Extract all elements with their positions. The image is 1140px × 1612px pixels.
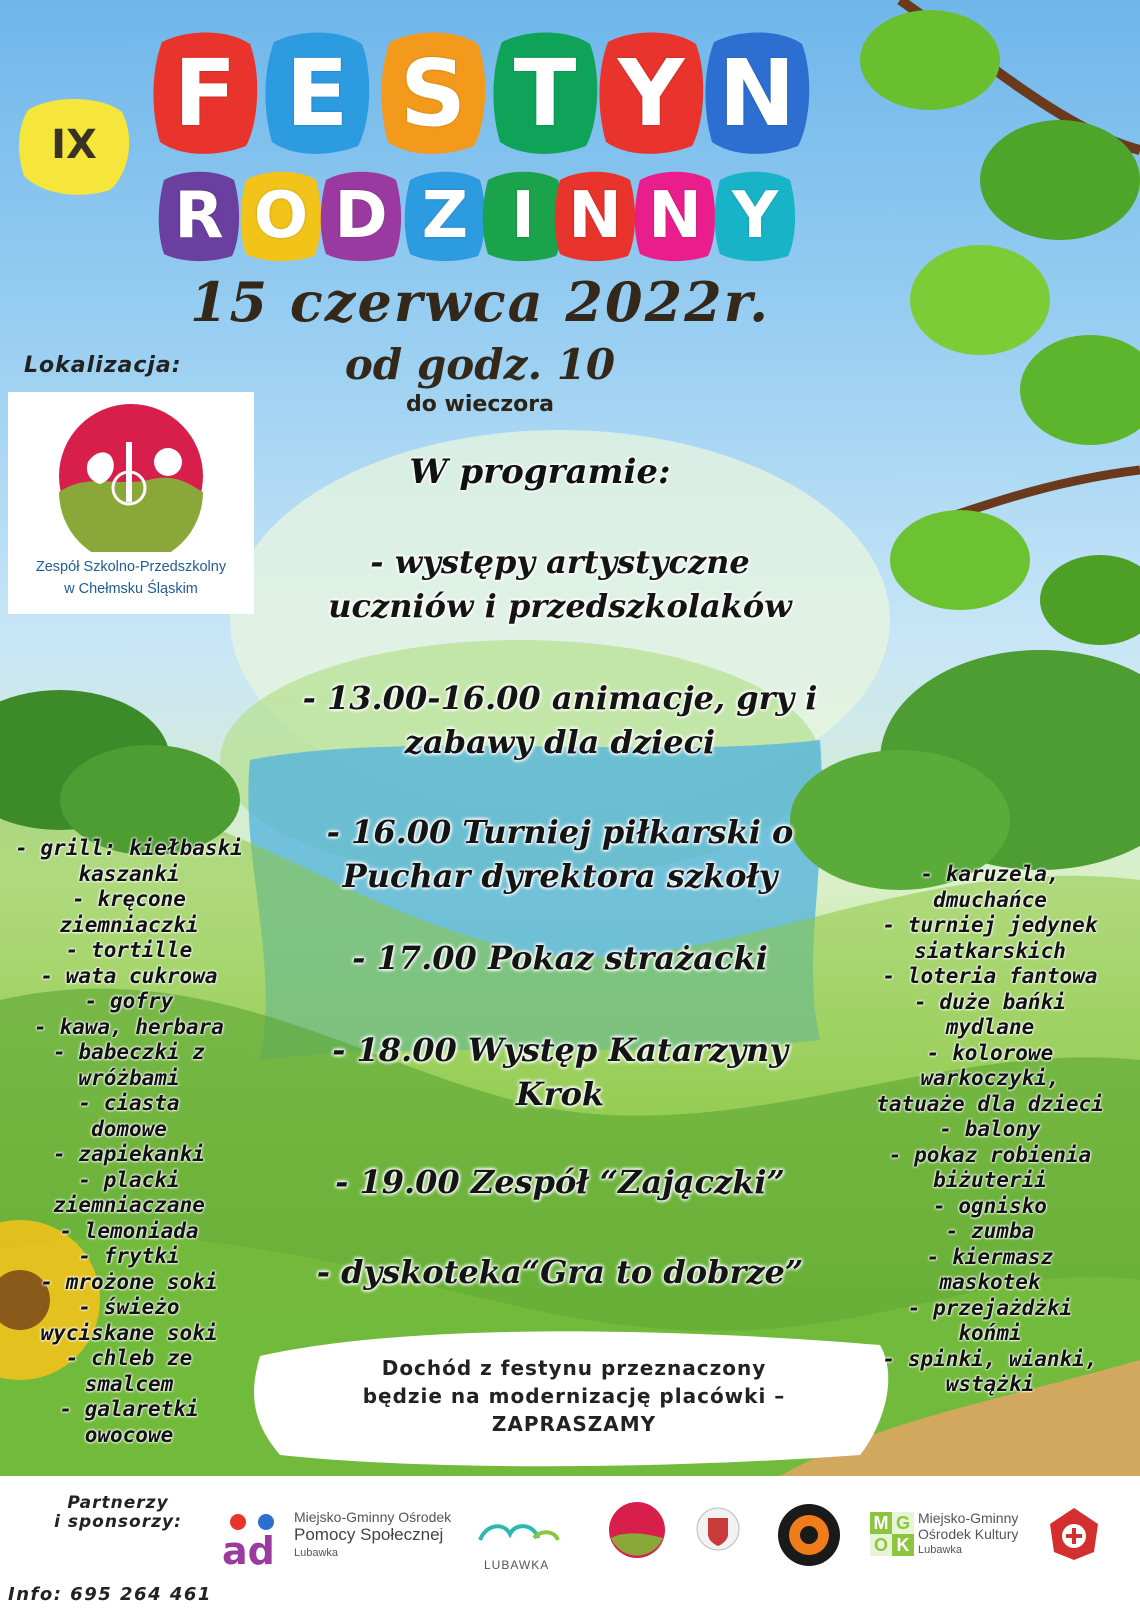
attraction-list-item: - spinki, wianki, (882, 1346, 1098, 1371)
title-letter: O (238, 168, 324, 264)
food-list-item: - mrożone soki (40, 1269, 218, 1294)
food-list-item: - babeczki z (53, 1040, 205, 1064)
attraction-list-item: tatuaże dla dzieci (876, 1091, 1104, 1116)
svg-text:ad: ad (222, 1529, 275, 1570)
program-item (230, 540, 890, 628)
attractions-list (843, 862, 1137, 1398)
lubawka-logo-icon (474, 1516, 564, 1556)
attraction-list-item: końmi (958, 1321, 1022, 1345)
title-letter: N (552, 168, 638, 264)
program-item-line: - występy artystyczne (370, 543, 750, 581)
income-note: Dochód z festynu przeznaczony będzie na modernizację placówki – ZAPRASZAMY (362, 1356, 786, 1436)
title-letter: N (632, 168, 718, 264)
food-list-item: - kawa, herbara (34, 1014, 224, 1039)
attraction-list-item: - turniej jedynek (882, 913, 1098, 937)
event-end-time: do wieczora (406, 392, 554, 417)
program-item (230, 1028, 890, 1116)
program-item (230, 1160, 890, 1204)
program-item-line: - 13.00-16.00 animacje, gry i (302, 679, 818, 717)
location-label: Lokalizacja: (24, 353, 182, 378)
program-item-line: - 16.00 Turniej piłkarski o (326, 813, 794, 851)
food-list-item: - placki (78, 1167, 180, 1192)
attraction-list-item: - duże bańki (914, 989, 1066, 1014)
program-heading: W programie: (409, 452, 671, 492)
food-list-item: - galaretki (59, 1397, 199, 1421)
program-item-line: Krok (515, 1075, 605, 1113)
title-letter: I (480, 168, 566, 264)
title-numeral: IX (14, 90, 134, 200)
mgok-name: Miejsko-Gminny Ośrodek Kultury Lubawka (918, 1510, 1019, 1556)
program-item-line: - 18.00 Występ Katarzyny (332, 1031, 788, 1069)
food-list-item: - chleb ze (65, 1346, 193, 1370)
mgok-logo-icon: M G O K (870, 1512, 914, 1556)
food-list-item: - lemoniada (59, 1218, 199, 1243)
program-item-line: - 17.00 Pokaz strażacki (352, 939, 768, 977)
food-list-item: - kręcone (72, 887, 186, 911)
food-list-item: owocowe (84, 1422, 174, 1447)
title-letter: Z (402, 168, 488, 264)
food-list-item: - gofry (84, 989, 174, 1013)
title-line-rodzinny (0, 168, 1140, 268)
attraction-list-item: maskotek (939, 1270, 1041, 1294)
attraction-list-item: - loteria fantowa (882, 964, 1098, 988)
title-letter: T (490, 28, 600, 158)
attraction-list-item: siatkarskich (914, 938, 1066, 963)
food-list-item: ziemniaczki (59, 912, 199, 937)
title-letter: Y (712, 168, 798, 264)
attraction-list-item: - kiermasz (926, 1244, 1054, 1269)
title-letter: F (150, 28, 260, 158)
title-letter: E (262, 28, 372, 158)
lubawka-name: LUBAWKA (484, 1558, 550, 1572)
municipal-crest-icon (696, 1504, 740, 1554)
food-list-item: - wata cukrowa (40, 963, 218, 988)
info-phone: Info: 695 264 461 (8, 1584, 212, 1605)
title-letter: Y (596, 28, 706, 158)
fire-brigade-logo-icon (1044, 1504, 1104, 1564)
food-list-item: ziemniaczane (53, 1193, 205, 1217)
attraction-list-item: - ognisko (933, 1193, 1047, 1218)
food-list-item: smalcem (84, 1371, 174, 1396)
attraction-list-item: - przejażdżki (907, 1295, 1073, 1320)
attraction-list-item: - balony (939, 1117, 1041, 1141)
food-list-item: kaszanki (78, 861, 180, 886)
attraction-list-item: - kolorowe (926, 1040, 1054, 1065)
attraction-list-item: warkoczyki, (920, 1066, 1060, 1090)
school-name: Zespół Szkolno-Przedszkolny w Chełmsku Śląskim (35, 559, 227, 597)
attraction-list-item: - zumba (945, 1219, 1035, 1243)
food-list-item: - świeżo (78, 1295, 180, 1319)
food-list-item: domowe (91, 1116, 167, 1141)
school-logo-card (8, 392, 254, 614)
program-item (230, 676, 890, 764)
food-list-item: - zapiekanki (53, 1142, 205, 1166)
partners-label: Partnerzy i sponsorzy: (54, 1493, 182, 1532)
attraction-list-item: biżuterii (933, 1168, 1047, 1192)
title-letter: N (702, 28, 812, 158)
food-list-item: wyciskane soki (40, 1320, 218, 1345)
attraction-list-item: dmuchańce (933, 887, 1047, 912)
title-letter: R (156, 168, 242, 264)
program-item-line: uczniów i przedszkolaków (328, 587, 792, 625)
title-letter: S (378, 28, 488, 158)
ops-name: Miejsko-Gminny Ośrodek Pomocy Społecznej Lubawka (294, 1509, 452, 1559)
event-start-time: od godz. 10 (344, 340, 616, 389)
school-emblem-icon (8, 392, 254, 552)
food-list-item: - tortille (65, 938, 193, 962)
food-list-item: - frytki (78, 1244, 180, 1268)
school-small-logo-icon (607, 1500, 667, 1560)
food-list-item: - grill: kiełbaski (15, 836, 243, 860)
sponsors-footer (0, 1476, 1140, 1612)
attraction-list-item: mydlane (945, 1015, 1035, 1039)
attraction-list-item: - pokaz robienia (888, 1142, 1092, 1167)
program-item-line: - 19.00 Zespół “Zajączki” (335, 1163, 785, 1201)
program-item-line: zabawy dla dzieci (404, 723, 716, 761)
program-item (230, 936, 890, 980)
program-item (230, 1250, 890, 1294)
program-item (230, 810, 890, 898)
attraction-list-item: wstążki (945, 1372, 1035, 1396)
ops-logo-icon (218, 1510, 290, 1570)
food-list-item: - ciasta (78, 1091, 180, 1115)
food-list (0, 836, 258, 1448)
title-line-festyn (0, 28, 1140, 168)
sports-club-logo-icon (776, 1502, 842, 1568)
food-list-item: wróżbami (78, 1065, 180, 1090)
event-date: 15 czerwca 2022r. (189, 270, 771, 334)
title-letter: D (318, 168, 404, 264)
attraction-list-item: - karuzela, (920, 862, 1060, 886)
program-item-line: - dyskoteka“Gra to dobrze” (316, 1253, 804, 1291)
program-item-line: Puchar dyrektora szkoły (342, 857, 778, 895)
